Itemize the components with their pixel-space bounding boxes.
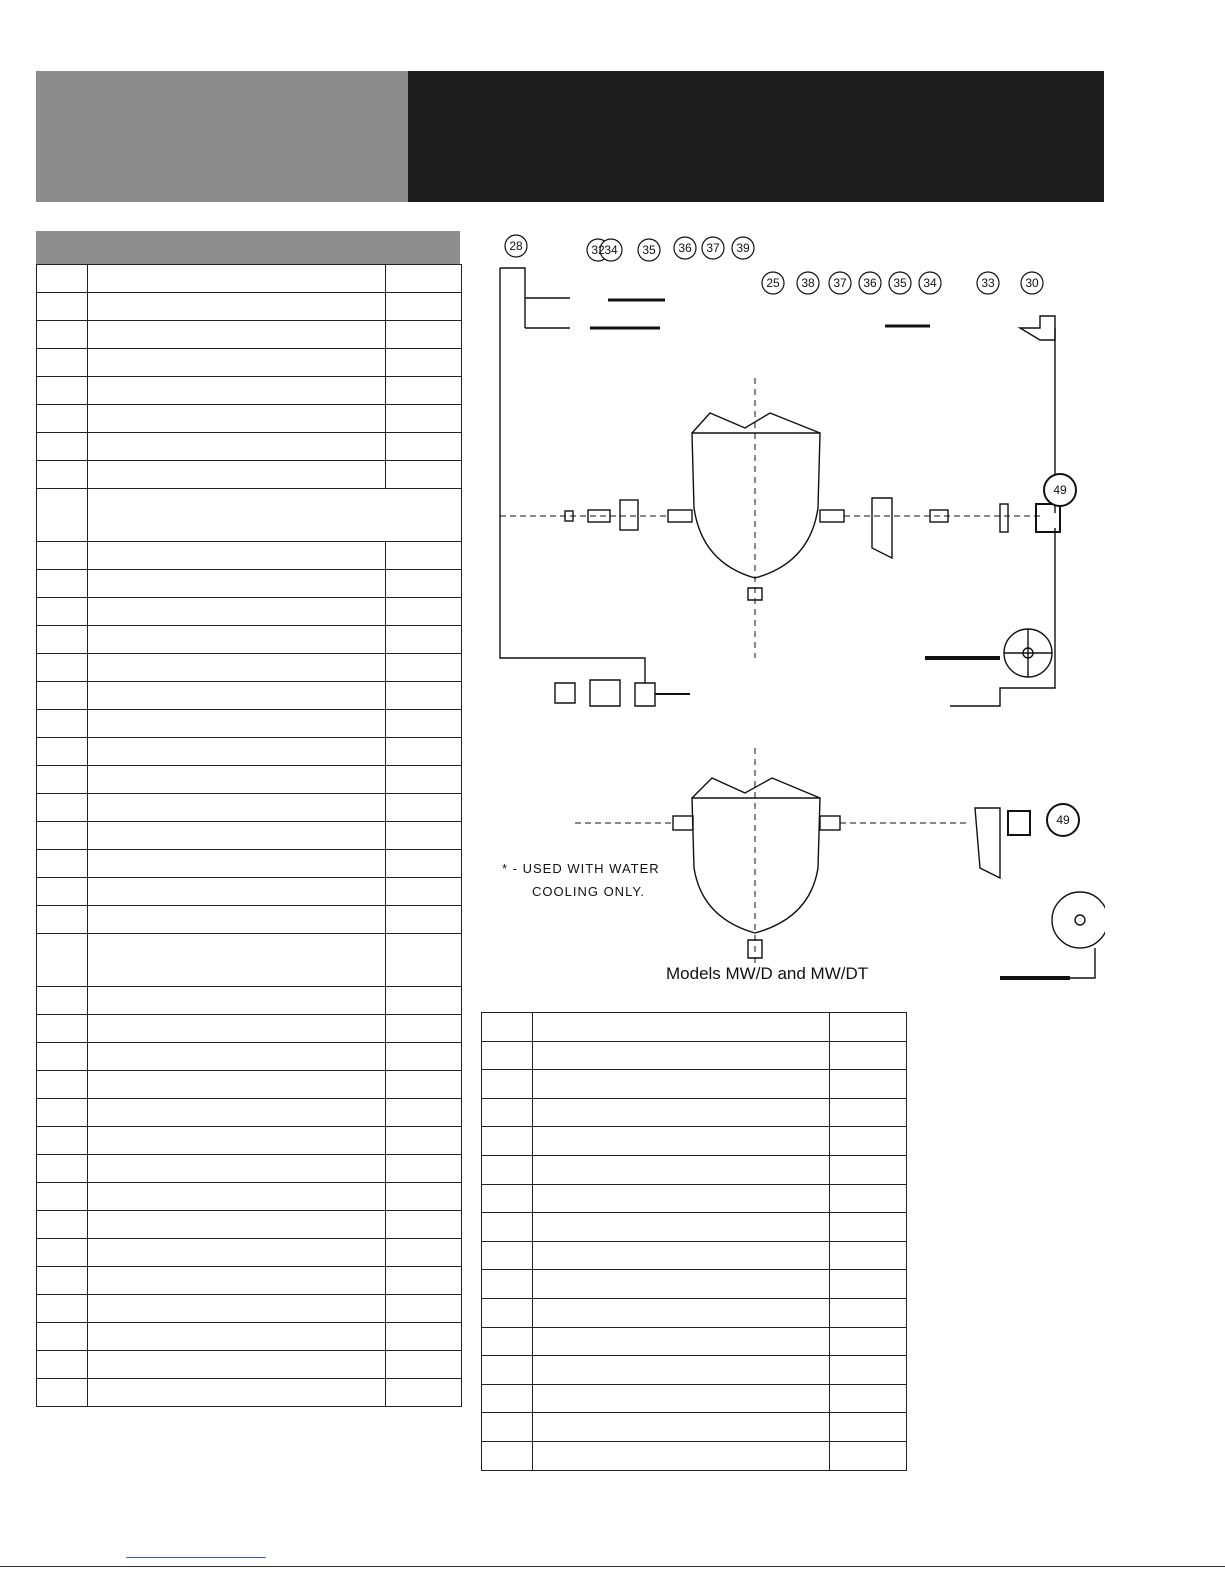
footer-link-underline <box>126 1557 266 1558</box>
footnote-line-1: * - USED WITH WATER <box>502 861 660 876</box>
footnote-line-2: COOLING ONLY. <box>532 884 645 899</box>
table-cell <box>88 1211 386 1239</box>
footer-rule <box>0 1566 1225 1567</box>
kettle-upper-body <box>692 433 820 578</box>
table-cell <box>482 1070 533 1099</box>
table-cell <box>37 377 88 405</box>
table-cell <box>37 906 88 934</box>
table-cell <box>88 906 386 934</box>
table-cell <box>88 570 386 598</box>
table-cell <box>386 1127 462 1155</box>
table-cell <box>482 1356 533 1385</box>
table-cell <box>830 1441 907 1470</box>
table-row <box>37 461 462 489</box>
table-row <box>482 1327 907 1356</box>
table-cell <box>37 1127 88 1155</box>
table-cell <box>37 1211 88 1239</box>
table-cell <box>37 766 88 794</box>
table-cell <box>88 822 386 850</box>
table-row <box>37 626 462 654</box>
table-cell <box>386 349 462 377</box>
table-cell <box>37 293 88 321</box>
table-cell <box>482 1270 533 1299</box>
table-cell <box>37 1323 88 1351</box>
table-cell <box>386 878 462 906</box>
table-row <box>482 1155 907 1184</box>
svg-text:49: 49 <box>1056 813 1070 827</box>
table-row <box>482 1098 907 1127</box>
table-cell <box>88 1099 386 1127</box>
table-row <box>37 1323 462 1351</box>
table-cell <box>533 1241 830 1270</box>
table-cell <box>830 1413 907 1442</box>
table-cell <box>386 1043 462 1071</box>
table-row <box>482 1356 907 1385</box>
table-row <box>482 1298 907 1327</box>
table-cell <box>482 1384 533 1413</box>
table-row <box>37 1099 462 1127</box>
table-cell <box>386 794 462 822</box>
svg-text:34: 34 <box>604 243 618 257</box>
table-cell <box>386 1071 462 1099</box>
table-cell <box>88 1351 386 1379</box>
svg-text:34: 34 <box>923 276 937 290</box>
table-cell <box>37 321 88 349</box>
table-cell <box>37 1239 88 1267</box>
table-cell <box>533 1270 830 1299</box>
table-cell <box>386 265 462 293</box>
table-cell <box>386 1295 462 1323</box>
table-cell <box>37 349 88 377</box>
table-cell <box>37 1183 88 1211</box>
table-row <box>37 850 462 878</box>
table-row <box>37 265 462 293</box>
svg-text:39: 39 <box>736 241 750 255</box>
table-cell <box>88 489 462 542</box>
table-cell <box>37 1071 88 1099</box>
table-cell <box>533 1441 830 1470</box>
table-cell <box>88 1323 386 1351</box>
table-row <box>482 1184 907 1213</box>
table-row <box>37 433 462 461</box>
table-cell <box>37 1043 88 1071</box>
table-cell <box>88 293 386 321</box>
table-cell <box>482 1241 533 1270</box>
table-cell <box>386 906 462 934</box>
table-row <box>482 1384 907 1413</box>
table-cell <box>37 570 88 598</box>
table-cell <box>37 1379 88 1407</box>
table-cell <box>88 1127 386 1155</box>
table-cell <box>386 598 462 626</box>
table-row <box>37 934 462 987</box>
table-cell <box>830 1184 907 1213</box>
svg-text:35: 35 <box>642 243 656 257</box>
table-cell <box>386 1323 462 1351</box>
table-cell <box>88 265 386 293</box>
header-gray-block <box>36 71 408 202</box>
table-cell <box>386 433 462 461</box>
table-row <box>482 1241 907 1270</box>
table-row <box>482 1070 907 1099</box>
table-cell <box>386 850 462 878</box>
table-cell <box>37 1295 88 1323</box>
table-cell <box>482 1155 533 1184</box>
table-cell <box>386 1099 462 1127</box>
table-cell <box>830 1384 907 1413</box>
table-cell <box>386 461 462 489</box>
table-cell <box>386 542 462 570</box>
table-row <box>37 542 462 570</box>
table-cell <box>37 598 88 626</box>
table-cell <box>88 1015 386 1043</box>
table-cell <box>88 1155 386 1183</box>
table-cell <box>386 822 462 850</box>
table-cell <box>386 934 462 987</box>
table-cell <box>88 850 386 878</box>
table-cell <box>88 1071 386 1099</box>
table-cell <box>37 934 88 987</box>
kettle-upper-lid <box>692 413 820 433</box>
table-cell <box>37 1267 88 1295</box>
table-cell <box>37 405 88 433</box>
table-row <box>37 738 462 766</box>
table-cell <box>386 987 462 1015</box>
table-cell <box>386 1183 462 1211</box>
table-cell <box>386 738 462 766</box>
table-row <box>37 1239 462 1267</box>
table-row <box>37 489 462 542</box>
table-cell <box>830 1327 907 1356</box>
table-cell <box>386 405 462 433</box>
table-row <box>37 1015 462 1043</box>
table-cell <box>88 794 386 822</box>
table-cell <box>37 461 88 489</box>
table-row <box>37 570 462 598</box>
table-cell <box>386 1267 462 1295</box>
table-row <box>482 1413 907 1442</box>
parts-table-right <box>481 1012 907 1471</box>
table-cell <box>482 1213 533 1242</box>
table-cell <box>88 934 386 987</box>
table-cell <box>386 1351 462 1379</box>
table-cell <box>37 850 88 878</box>
table-cell <box>88 433 386 461</box>
table-cell <box>533 1127 830 1156</box>
table-cell <box>37 1015 88 1043</box>
table-cell <box>88 682 386 710</box>
table-cell <box>830 1155 907 1184</box>
svg-text:35: 35 <box>893 276 907 290</box>
table-cell <box>386 377 462 405</box>
table-cell <box>37 822 88 850</box>
table-cell <box>37 710 88 738</box>
table-cell <box>533 1298 830 1327</box>
svg-text:30: 30 <box>1025 276 1039 290</box>
table-cell <box>37 738 88 766</box>
table-row <box>37 1267 462 1295</box>
exploded-parts-diagram <box>480 228 1105 988</box>
table-row <box>37 321 462 349</box>
svg-text:33: 33 <box>981 276 995 290</box>
table-cell <box>37 682 88 710</box>
table-cell <box>88 878 386 906</box>
table-cell <box>386 1379 462 1407</box>
svg-text:49: 49 <box>1053 483 1067 497</box>
table-row <box>37 405 462 433</box>
table-cell <box>533 1013 830 1042</box>
table-cell <box>386 654 462 682</box>
table-cell <box>37 654 88 682</box>
table-cell <box>533 1413 830 1442</box>
table-row <box>482 1127 907 1156</box>
table-cell <box>482 1327 533 1356</box>
table-cell <box>88 654 386 682</box>
table-cell <box>482 1041 533 1070</box>
table-row <box>37 1351 462 1379</box>
table-cell <box>482 1127 533 1156</box>
table-cell <box>88 1183 386 1211</box>
table-row <box>37 349 462 377</box>
table-row <box>482 1041 907 1070</box>
table-cell <box>386 321 462 349</box>
table-cell <box>830 1070 907 1099</box>
parts-table-left <box>36 264 462 1407</box>
table-cell <box>37 433 88 461</box>
svg-text:36: 36 <box>678 241 692 255</box>
svg-text:37: 37 <box>833 276 847 290</box>
table-row <box>482 1213 907 1242</box>
table-row <box>482 1013 907 1042</box>
table-row <box>37 598 462 626</box>
svg-text:37: 37 <box>706 241 720 255</box>
svg-text:32: 32 <box>591 243 605 257</box>
table-cell <box>88 766 386 794</box>
table-cell <box>386 570 462 598</box>
table-cell <box>386 626 462 654</box>
table-row <box>37 1211 462 1239</box>
table-cell <box>533 1041 830 1070</box>
table-row <box>482 1441 907 1470</box>
table-cell <box>482 1013 533 1042</box>
svg-text:38: 38 <box>801 276 815 290</box>
table-cell <box>37 1155 88 1183</box>
diagram-caption: Models MW/D and MW/DT <box>666 964 869 983</box>
table-row <box>37 1155 462 1183</box>
table-row <box>37 682 462 710</box>
table-row <box>37 822 462 850</box>
svg-text:36: 36 <box>863 276 877 290</box>
table-cell <box>386 1239 462 1267</box>
table-row <box>37 377 462 405</box>
parts-table-header-bar <box>36 231 460 264</box>
table-cell <box>482 1098 533 1127</box>
table-row <box>37 878 462 906</box>
table-row <box>37 794 462 822</box>
table-cell <box>830 1213 907 1242</box>
table-cell <box>37 1099 88 1127</box>
table-cell <box>830 1298 907 1327</box>
header-black-block <box>408 71 1104 202</box>
table-cell <box>830 1127 907 1156</box>
table-cell <box>533 1384 830 1413</box>
table-cell <box>88 1239 386 1267</box>
table-cell <box>533 1213 830 1242</box>
table-cell <box>88 349 386 377</box>
svg-text:28: 28 <box>509 239 523 253</box>
table-cell <box>533 1155 830 1184</box>
table-cell <box>830 1013 907 1042</box>
table-cell <box>533 1327 830 1356</box>
table-cell <box>533 1070 830 1099</box>
table-row <box>37 293 462 321</box>
table-cell <box>482 1184 533 1213</box>
table-row <box>37 1183 462 1211</box>
table-cell <box>88 377 386 405</box>
table-cell <box>37 987 88 1015</box>
table-cell <box>88 1295 386 1323</box>
table-cell <box>533 1184 830 1213</box>
table-cell <box>37 265 88 293</box>
table-cell <box>37 626 88 654</box>
table-cell <box>37 878 88 906</box>
table-row <box>482 1270 907 1299</box>
table-cell <box>88 598 386 626</box>
table-row <box>37 766 462 794</box>
table-row <box>37 1127 462 1155</box>
table-cell <box>386 1155 462 1183</box>
table-cell <box>37 1351 88 1379</box>
table-cell <box>88 626 386 654</box>
table-cell <box>386 293 462 321</box>
table-cell <box>533 1098 830 1127</box>
table-cell <box>88 738 386 766</box>
table-cell <box>830 1356 907 1385</box>
table-cell <box>37 489 88 542</box>
svg-text:25: 25 <box>766 276 780 290</box>
table-cell <box>830 1098 907 1127</box>
table-cell <box>830 1241 907 1270</box>
table-cell <box>533 1356 830 1385</box>
table-cell <box>482 1298 533 1327</box>
table-cell <box>88 1267 386 1295</box>
table-cell <box>830 1041 907 1070</box>
table-row <box>37 1043 462 1071</box>
table-cell <box>386 682 462 710</box>
table-row <box>37 1379 462 1407</box>
table-cell <box>830 1270 907 1299</box>
table-cell <box>37 542 88 570</box>
table-cell <box>88 542 386 570</box>
table-cell <box>482 1413 533 1442</box>
table-row <box>37 906 462 934</box>
table-row <box>37 710 462 738</box>
table-cell <box>386 1015 462 1043</box>
table-row <box>37 654 462 682</box>
table-cell <box>88 1043 386 1071</box>
table-cell <box>37 794 88 822</box>
table-cell <box>386 766 462 794</box>
table-row <box>37 1071 462 1099</box>
table-cell <box>482 1441 533 1470</box>
table-cell <box>88 461 386 489</box>
table-cell <box>88 321 386 349</box>
table-cell <box>386 710 462 738</box>
table-cell <box>88 987 386 1015</box>
table-row <box>37 987 462 1015</box>
table-cell <box>88 1379 386 1407</box>
table-row <box>37 1295 462 1323</box>
table-cell <box>88 405 386 433</box>
table-cell <box>88 710 386 738</box>
table-cell <box>386 1211 462 1239</box>
